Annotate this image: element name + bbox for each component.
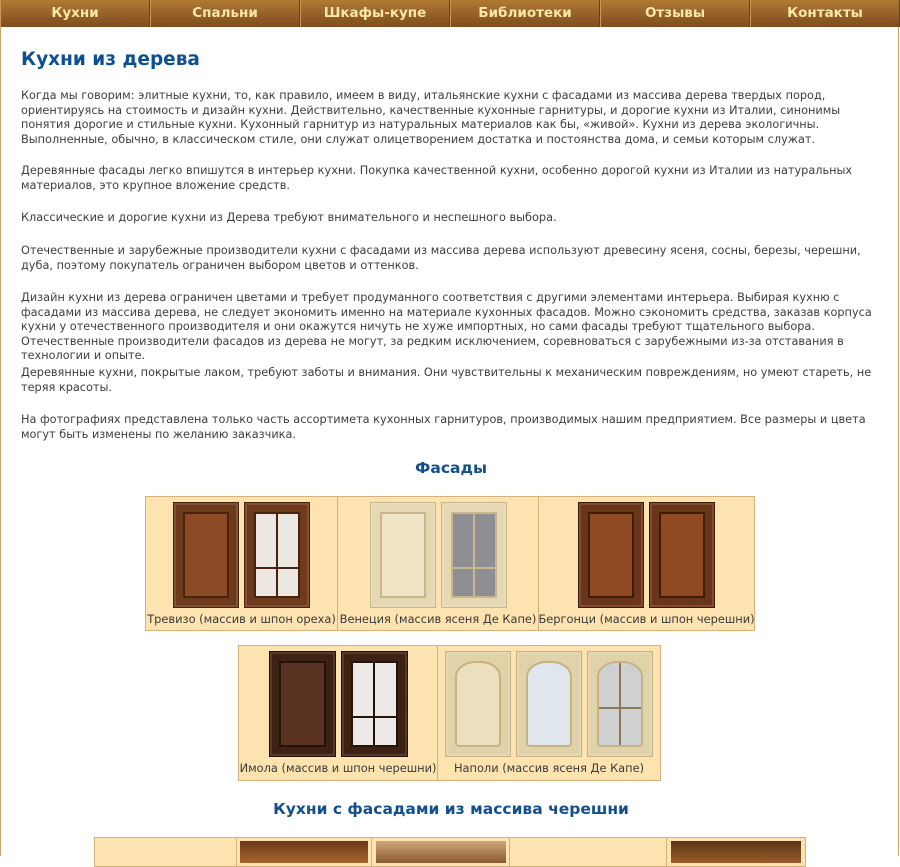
- top-navigation: [0, 0, 900, 27]
- door-panel: [279, 661, 326, 747]
- nav-item-wardrobes[interactable]: Шкафы-купе: [300, 0, 450, 27]
- door-image: [441, 502, 507, 608]
- door-image: [173, 502, 239, 608]
- kitchen-thumb[interactable]: [510, 838, 668, 866]
- door-glass: [451, 512, 497, 598]
- facade-caption: Венеция (массив ясеня Де Капе): [339, 612, 537, 626]
- facade-item-venezia[interactable]: [338, 497, 539, 630]
- door-panel: [659, 512, 705, 598]
- content-frame: [0, 27, 899, 856]
- door-panel: [455, 661, 501, 747]
- facade-item-bergonzi[interactable]: [539, 497, 754, 630]
- nav-item-libraries[interactable]: Библиотеки: [450, 0, 600, 27]
- paragraph: Классические и дорогие кухни из Дерева требуют внимательного и неспешного выбора.: [21, 211, 557, 224]
- door-glass: [597, 661, 643, 747]
- door-panel: [588, 512, 634, 598]
- kitchen-photo: [240, 841, 368, 863]
- paragraph: Когда мы говорим: элитные кухни, то, как правило, имеем в виду, итальянские кухни с фасадами из массива дерева твердых пород, ориентируясь на стоимость и дизайн кухни. Действительно, качественные кухонные гарнитуры, и дорогие кухни из Италии, синонимы понятия дорогие и стильные кухни. Кухонный гарнитур из натуральных материалов как бы, «живой». Кухни из дерева экологичны. Выполненные, обычно, в классическом стиле, они служат олицетворением достатка и постоянства дома, и семьи которым служат.: [21, 89, 841, 146]
- door-image: [649, 502, 715, 608]
- nav-item-kitchens[interactable]: Кухни: [0, 0, 150, 27]
- paragraph: Дизайн кухни из дерева ограничен цветами и требует продуманного соответствия с другими элементами интерьера. Выбирая кухню с фасадами из массива дерева, не следует экономить именно на материале кухонных фасадов. Можно сэкономить средства, заказав корпуса кухни у отечественного производителя и они окажутся ничуть не хуже импортных, но сами фасады требуют тщательного выбора. Отечественные производители фасадов из дерева не могут, за редким исключением, соревноваться с зарубежными из-за отставания в технологии и опыте.: [21, 291, 872, 362]
- door-image: [244, 502, 310, 608]
- kitchen-thumb[interactable]: [372, 838, 510, 866]
- facade-item-treviso[interactable]: [146, 497, 338, 630]
- door-image: [445, 651, 511, 757]
- section-title-cherry-kitchens: Кухни с фасадами из массива черешни: [273, 800, 629, 818]
- kitchen-thumb[interactable]: [667, 838, 805, 866]
- door-image: [341, 651, 408, 757]
- facade-caption: Тревизо (массив и шпон ореха): [147, 612, 336, 626]
- nav-item-bedrooms[interactable]: Спальни: [150, 0, 300, 27]
- facade-caption: Наполи (массив ясеня Де Капе): [453, 761, 645, 775]
- kitchen-thumb[interactable]: [237, 838, 373, 866]
- door-image: [587, 651, 653, 757]
- door-image: [516, 651, 582, 757]
- door-image: [269, 651, 336, 757]
- door-image: [578, 502, 644, 608]
- paragraph: Деревянные фасады легко впишутся в интерьер кухни. Покупка качественной кухни, особенно дорогой кухни из Италии из натуральных материалов, это крупное вложение средств.: [21, 164, 853, 192]
- facade-gallery-row-2: [238, 645, 661, 781]
- facade-gallery-row-1: [145, 496, 755, 631]
- nav-item-contacts[interactable]: Контакты: [750, 0, 900, 27]
- kitchen-photo: [671, 841, 801, 863]
- door-glass: [254, 512, 300, 598]
- facade-item-imola[interactable]: [239, 646, 438, 780]
- paragraph: Отечественные и зарубежные производители кухни с фасадами из массива дерева используют древесину ясеня, сосны, березы, черешни, дуба, поэтому покупатель ограничен выбором цветов и оттенков.: [21, 244, 861, 272]
- kitchen-photo: [376, 841, 506, 863]
- page-title: Кухни из дерева: [21, 49, 200, 70]
- main-content: [21, 27, 881, 477]
- paragraph: Деревянные кухни, покрытые лаком, требуют заботы и внимания. Они чувствительны к механическим повреждениям, но умеют стареть, не теряя красоты.: [21, 366, 872, 394]
- door-panel: [380, 512, 426, 598]
- door-image: [370, 502, 436, 608]
- kitchen-thumb[interactable]: [95, 838, 237, 866]
- paragraph: На фотографиях представлена только часть ассортимета кухонных гарнитуров, производимых нашим предприятием. Все размеры и цвета могут быть изменены по желанию заказчика.: [21, 413, 866, 441]
- door-glass: [351, 661, 398, 747]
- door-glass: [526, 661, 572, 747]
- facade-caption: Имола (массив и шпон черешни): [239, 761, 437, 775]
- section-title-facades: Фасады: [414, 459, 487, 477]
- door-panel: [183, 512, 229, 598]
- facade-caption: Бергонци (массив и шпон черешни): [538, 612, 755, 626]
- facade-item-napoli[interactable]: [438, 646, 660, 780]
- nav-item-reviews[interactable]: Отзывы: [600, 0, 750, 27]
- kitchen-gallery: [94, 837, 806, 867]
